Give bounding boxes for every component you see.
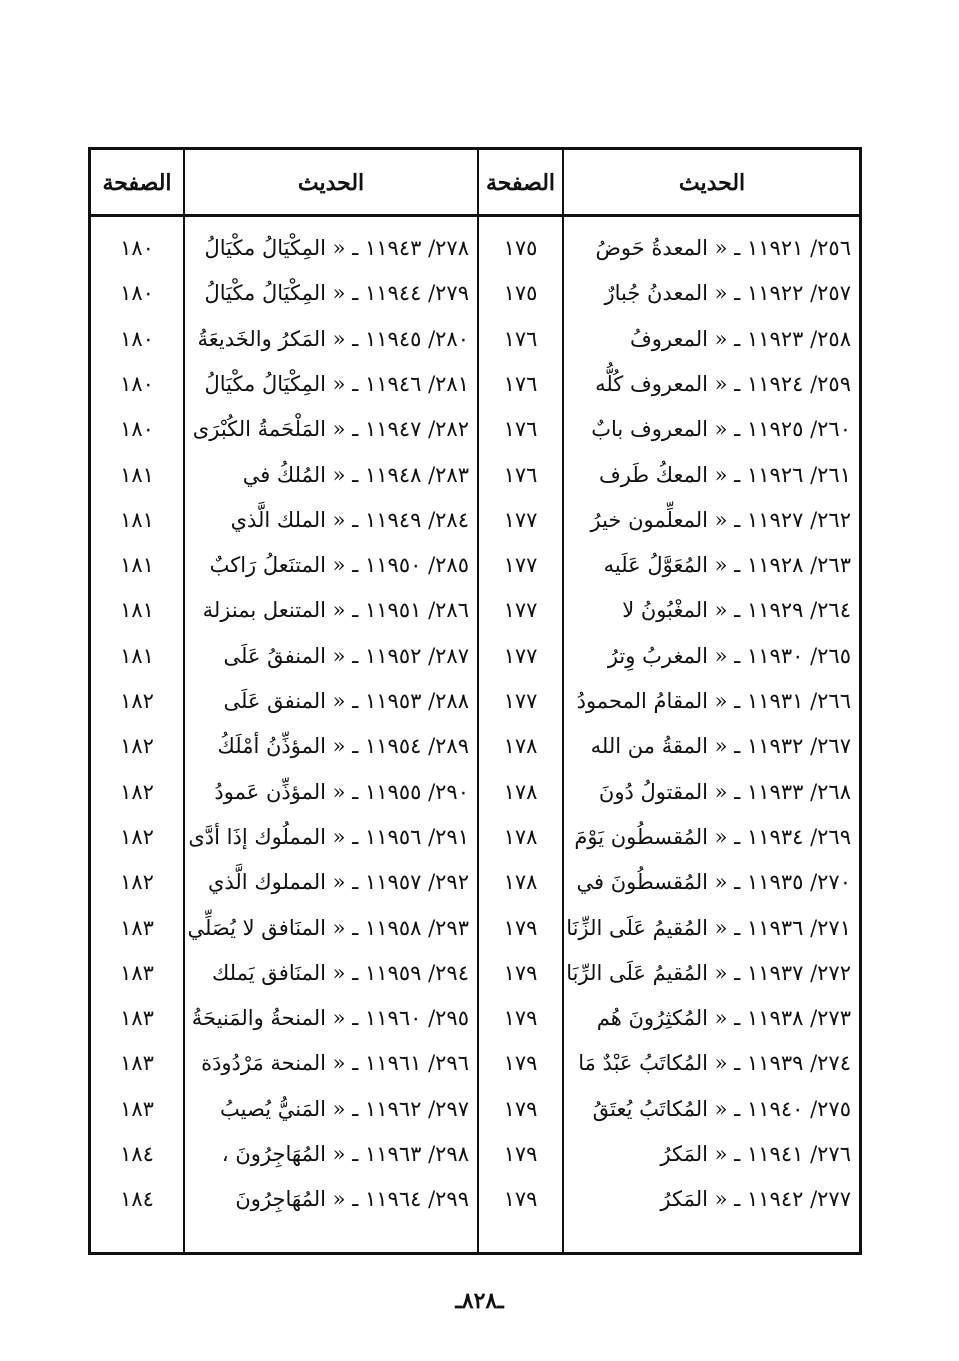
- hadith-entry: ٢٧٢/ ١١٩٣٧ ـ « المُقيمُ عَلَى الرِّبَا: [566, 960, 851, 985]
- page-ref: ١٨٣: [120, 1096, 154, 1121]
- page-ref: ١٨٣: [120, 1051, 154, 1076]
- hadith-entry: ٢٧٠/ ١١٩٣٥ ـ « المُقسطُونَ في: [576, 870, 851, 895]
- header-rule: [91, 214, 859, 217]
- hadith-entry: ٢٦٦/ ١١٩٣١ ـ « المقامُ المحمودُ: [576, 689, 851, 713]
- page-ref: ١٧٧: [503, 507, 538, 532]
- table-row: [91, 317, 859, 362]
- page-ref: ١٨٤: [120, 1142, 154, 1166]
- page-ref: ١٨٠: [120, 281, 154, 306]
- hadith-entry: ٢٩٩/ ١١٩٦٤ ـ « المُهَاجِرُونَ: [235, 1187, 469, 1212]
- page-ref: ١٧٦: [503, 462, 538, 487]
- hadith-entry: ٢٩٨/ ١١٩٦٣ ـ « المُهَاجِرُونَ ،: [221, 1142, 469, 1166]
- hadith-entry: ٢٦٧/ ١١٩٣٢ ـ « المقةُ من الله: [590, 734, 851, 759]
- table-row: [91, 543, 859, 588]
- table-row: [91, 271, 859, 316]
- hadith-entry: ٢٩١/ ١١٩٥٦ ـ « المملُوك إذَا أدَّى: [188, 824, 469, 849]
- hadith-entry: ٢٦١/ ١١٩٢٦ ـ « المعكُ طَرف: [599, 462, 851, 487]
- hadith-entry: ٢٥٧/ ١١٩٢٢ ـ « المعدنُ جُبارٌ: [604, 281, 851, 306]
- hadith-entry: ٢٩٧/ ١١٩٦٢ ـ « المَنيُّ يُصيبُ: [220, 1096, 469, 1121]
- table-row: [91, 1041, 859, 1086]
- table-row: [91, 498, 859, 543]
- table-row: [91, 1132, 859, 1177]
- hadith-entry: ٢٧٦/ ١١٩٤١ ـ « المَكرُ: [660, 1142, 851, 1166]
- hadith-entry: ٢٩٤/ ١١٩٥٩ ـ « المنَافق يَملك: [211, 960, 469, 985]
- page-ref: ١٧٧: [503, 689, 538, 713]
- hadith-entry: ٢٨١/ ١١٩٤٦ ـ « المِكْيَالُ مكْيَالُ: [204, 371, 469, 396]
- hadith-entry: ٢٧١/ ١١٩٣٦ ـ « المُقيمُ عَلَى الزِّنَا: [566, 915, 851, 940]
- hadith-entry: ٢٧٤/ ١١٩٣٩ ـ « المُكاتَبُ عَبْدٌ مَا: [578, 1051, 851, 1076]
- hadith-entry: ٢٩٠/ ١١٩٥٥ ـ « المؤذِّن عَمودُ: [214, 779, 469, 804]
- header-hadith-right: الحديث: [678, 170, 746, 196]
- page-ref: ١٨١: [120, 553, 154, 578]
- hadith-entry: ٢٩٦/ ١١٩٦١ ـ « المنحة مَرْدُودَة: [201, 1051, 469, 1076]
- hadith-entry: ٢٧٥/ ١١٩٤٠ ـ « المُكاتَبُ يُعتَقُ: [592, 1096, 851, 1121]
- page-ref: ١٨١: [120, 507, 154, 532]
- page-ref: ١٧٩: [503, 960, 538, 985]
- page-ref: ١٨٢: [120, 870, 154, 895]
- table-row: [91, 453, 859, 498]
- page-ref: ١٧٦: [503, 326, 538, 351]
- page-ref: ١٧٨: [503, 779, 538, 804]
- page-ref: ١٨١: [120, 643, 154, 668]
- page-ref: ١٨٤: [120, 1187, 154, 1212]
- page-ref: ١٧٦: [503, 371, 538, 396]
- hadith-entry: ٢٨٦/ ١١٩٥١ ـ « المتنعل بمنزلة: [202, 598, 469, 623]
- page-ref: ١٨٢: [120, 689, 154, 713]
- hadith-entry: ٢٨٥/ ١١٩٥٠ ـ « المتنَعلُ رَاكبٌ: [209, 553, 469, 578]
- hadith-entry: ٢٨٠/ ١١٩٤٥ ـ « المَكرُ والخَديعَةُ: [197, 326, 469, 351]
- hadith-entry: ٢٦٩/ ١١٩٣٤ ـ « المُقسطُون يَوْمَ: [574, 824, 851, 849]
- hadith-entry: ٢٨٤/ ١١٩٤٩ ـ « الملك الَّذي: [230, 507, 469, 532]
- hadith-entry: ٢٧٣/ ١١٩٣٨ ـ « المُكثِرُونَ هُم: [596, 1006, 851, 1031]
- hadith-entry: ٢٩٣/ ١١٩٥٨ ـ « المنَافق لا يُصَلِّي: [187, 915, 469, 940]
- page-ref: ١٧٨: [503, 870, 538, 895]
- table-row: [91, 951, 859, 996]
- table-row: [91, 860, 859, 905]
- hadith-entry: ٢٧٩/ ١١٩٤٤ ـ « المِكْيَالُ مكْيَالُ: [204, 281, 469, 306]
- page-ref: ١٧٩: [503, 1051, 538, 1076]
- page-ref: ١٧٩: [503, 1006, 538, 1031]
- page-ref: ١٨٣: [120, 1006, 154, 1031]
- hadith-entry: ٢٥٨/ ١١٩٢٣ ـ « المعروفُ: [629, 326, 851, 351]
- hadith-entry: ٢٦٢/ ١١٩٢٧ ـ « المعلِّمون خيرُ: [590, 507, 851, 532]
- page-ref: ١٨٢: [120, 824, 154, 849]
- hadith-entry: ٢٧٧/ ١١٩٤٢ ـ « المَكرُ: [660, 1187, 851, 1212]
- page-ref: ١٧٧: [503, 598, 538, 623]
- page-ref: ١٧٩: [503, 915, 538, 940]
- hadith-entry: ٢٨٩/ ١١٩٥٤ ـ « المؤذِّنُ أمْلَكُ: [217, 734, 469, 759]
- table-row: [91, 1177, 859, 1222]
- hadith-entry: ٢٩٢/ ١١٩٥٧ ـ « المملوك الَّذي: [207, 870, 469, 895]
- table-row: [91, 815, 859, 860]
- table-row: [91, 362, 859, 407]
- page-ref: ١٨٠: [120, 236, 154, 260]
- hadith-entry: ٢٥٦/ ١١٩٢١ ـ « المعدةُ حَوضُ: [595, 236, 851, 260]
- page-ref: ١٧٩: [503, 1187, 538, 1212]
- hadith-entry: ٢٨٧/ ١١٩٥٢ ـ « المنفقُ عَلَى: [223, 643, 469, 668]
- table-row: [91, 906, 859, 951]
- table-row: [91, 996, 859, 1041]
- page-ref: ١٧٩: [503, 1142, 538, 1166]
- hadith-entry: ٢٨٢/ ١١٩٤٧ ـ « المَلْحَمةُ الكُبْرَى: [192, 417, 469, 442]
- page-ref: ١٨٣: [120, 915, 154, 940]
- page-number: ـ٨٢٨ـ: [455, 1288, 504, 1314]
- table-row: [91, 679, 859, 724]
- table-row: [91, 407, 859, 452]
- hadith-entry: ٢٦٠/ ١١٩٢٥ ـ « المعروف بابٌ: [591, 417, 851, 442]
- page-ref: ١٨١: [120, 462, 154, 487]
- page-ref: ١٨١: [120, 598, 154, 623]
- page-ref: ١٨٣: [120, 960, 154, 985]
- table-row: [91, 724, 859, 769]
- hadith-entry: ٢٦٥/ ١١٩٣٠ ـ « المغربُ وِترُ: [607, 643, 851, 668]
- page-ref: ١٨٠: [120, 371, 154, 396]
- table-row: [91, 588, 859, 633]
- table-row: [91, 226, 859, 271]
- page-ref: ١٧٧: [503, 553, 538, 578]
- page-ref: ١٧٩: [503, 1096, 538, 1121]
- table-row: [91, 770, 859, 815]
- hadith-entry: ٢٦٨/ ١١٩٣٣ ـ « المقتولُ دُونَ: [598, 779, 851, 804]
- hadith-entry: ٢٧٨/ ١١٩٤٣ ـ « المِكْيَالُ مكْيَالُ: [204, 236, 469, 260]
- page-ref: ١٧٨: [503, 824, 538, 849]
- header-page-left: الصفحة: [102, 170, 172, 196]
- page-ref: ١٧٨: [503, 734, 538, 759]
- page-ref: ١٨٢: [120, 779, 154, 804]
- hadith-entry: ٢٨٣/ ١١٩٤٨ ـ « المُلكُ في: [242, 462, 469, 487]
- hadith-entry: ٢٦٣/ ١١٩٢٨ ـ « المُعَوَّلُ عَلَيه: [603, 553, 851, 578]
- header-page-right: الصفحة: [485, 170, 556, 196]
- table-row: [91, 1087, 859, 1132]
- hadith-entry: ٢٩٥/ ١١٩٦٠ ـ « المنحةُ والمَنيحَةُ: [191, 1006, 469, 1031]
- header-hadith-left: الحديث: [297, 170, 365, 196]
- page-ref: ١٨٠: [120, 417, 154, 442]
- page-ref: ١٨٠: [120, 326, 154, 351]
- hadith-entry: ٢٦٤/ ١١٩٢٩ ـ « المغْبُونُ لا: [622, 598, 851, 623]
- page-ref: ١٧٥: [503, 281, 538, 306]
- index-table: [88, 147, 862, 1255]
- page-ref: ١٧٥: [503, 236, 538, 260]
- hadith-entry: ٢٨٨/ ١١٩٥٣ ـ « المنفق عَلَى: [223, 689, 469, 713]
- table-row: [91, 634, 859, 679]
- hadith-entry: ٢٥٩/ ١١٩٢٤ ـ « المعروف كُلُّه: [595, 371, 851, 396]
- page-ref: ١٧٦: [503, 417, 538, 442]
- page-ref: ١٧٧: [503, 643, 538, 668]
- page-ref: ١٨٢: [120, 734, 154, 759]
